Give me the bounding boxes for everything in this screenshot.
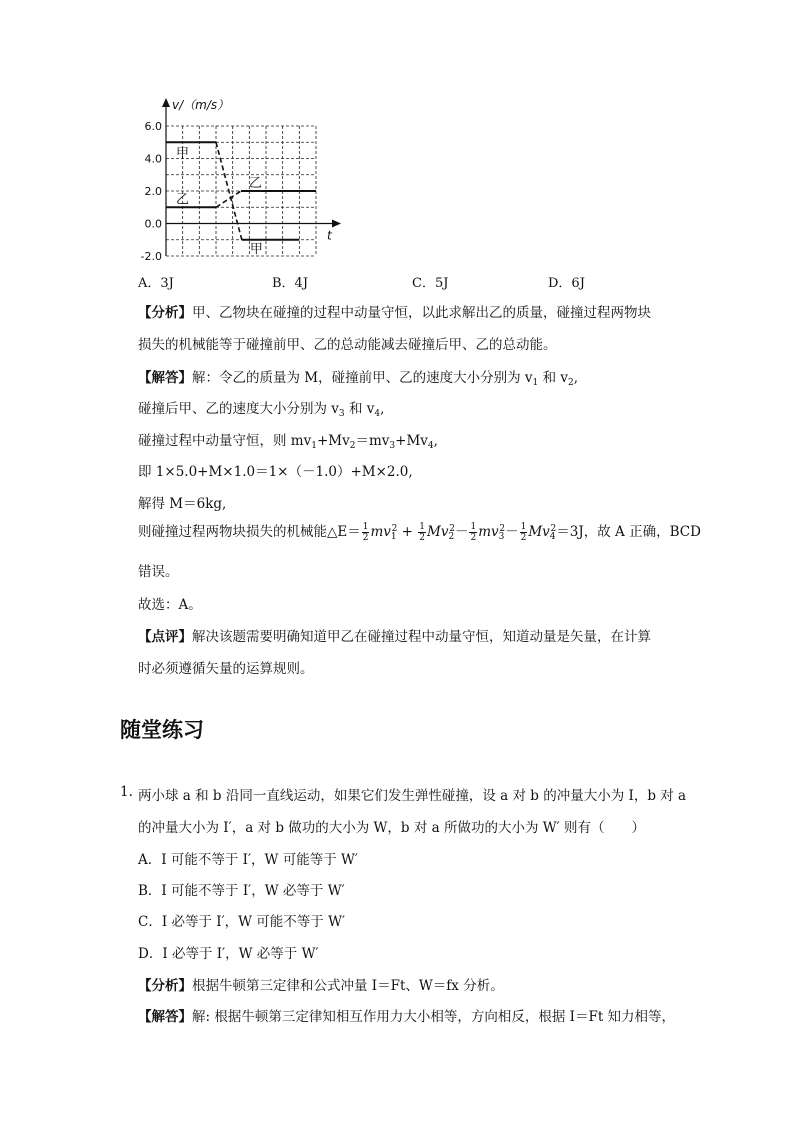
solution-line-4: 即 1×5.0+M×1.0＝1×（－1.0）+M×2.0, bbox=[138, 464, 413, 480]
chart-labels bbox=[172, 98, 333, 257]
y-axis-label: v/（m/s） bbox=[172, 98, 230, 112]
series-乙-transition bbox=[216, 191, 241, 207]
question-1-number: 1. bbox=[120, 784, 133, 800]
comment-line-2: 时必须遵循矢量的运算规则。 bbox=[138, 661, 314, 677]
option-c: C．5J bbox=[412, 276, 449, 291]
analysis-line-1: 【分析】甲、乙物块在碰撞的过程中动量守恒，以此求解出乙的质量，碰撞过程两物块 bbox=[138, 305, 651, 321]
y-tick-label: 6.0 bbox=[144, 120, 162, 133]
solution-answer: 故选：A。 bbox=[138, 597, 202, 613]
question-1-line-1: 两小球 a 和 b 沿同一直线运动，如果它们发生弹性碰撞，设 a 对 b 的冲量大小为 I，b 对 a bbox=[138, 788, 687, 804]
analysis-line-2: 损失的机械能等于碰撞前甲、乙的总动能减去碰撞后甲、乙的总动能。 bbox=[138, 337, 557, 353]
y-tick-label: 4.0 bbox=[144, 152, 162, 166]
y-tick-label: -2.0 bbox=[140, 250, 162, 263]
series-label-乙-before: 乙 bbox=[176, 192, 190, 208]
series-label-甲-before: 甲 bbox=[176, 146, 190, 162]
option-d: D．6J bbox=[548, 276, 585, 291]
x-axis-label: t bbox=[327, 228, 332, 243]
y-tick-label: 2.0 bbox=[144, 185, 162, 198]
comment-line-1: 【点评】解决该题需要明确知道甲乙在碰撞过程中动量守恒，知道动量是矢量，在计算 bbox=[138, 629, 651, 645]
solution-label: 【解答】 bbox=[138, 370, 192, 386]
question-1-analysis: 【分析】根据牛顿第三定律和公式冲量 I＝Ft、W＝fx 分析。 bbox=[138, 978, 504, 994]
energy-formula: $\frac{1}{2}$ $mv_1^2$ + $\frac{1}{2}$ $Mv_2^2-$ $\frac{1}{2}$ $mv_3^2-$ $\frac{1}{2}$ $Mv_4^2$ bbox=[362, 522, 557, 543]
analysis-label: 【分析】 bbox=[138, 305, 192, 321]
option-a: A．3J bbox=[138, 276, 174, 291]
chart-tick-labels bbox=[141, 120, 162, 263]
question-1-solution: 【解答】解: 根据牛顿第三定律知相互作用力大小相等，方向相反，根据 I＝Ft 知力相等， bbox=[138, 1009, 676, 1025]
x-axis-arrow bbox=[332, 220, 341, 228]
question-1-line-2: 的冲量大小为 I′，a 对 b 做功的大小为 W，b 对 a 所做功的大小为 W′ 则有（ ） bbox=[138, 820, 646, 836]
velocity-time-chart bbox=[130, 92, 360, 270]
question-1-option-b: B．I 可能不等于 I′，W 必等于 W′ bbox=[138, 883, 345, 899]
series-label-甲-after: 甲 bbox=[249, 241, 263, 257]
solution-line-1: 【解答】解：令乙的质量为 M，碰撞前甲、乙的速度大小分别为 $v_1$ 和 $v_2$, bbox=[138, 370, 579, 388]
option-b: B．4J bbox=[272, 276, 309, 291]
comment-label: 【点评】 bbox=[138, 629, 192, 645]
section-title: 随堂练习 bbox=[120, 718, 204, 742]
solution-line-2: 碰撞后甲、乙的速度大小分别为 $v_3$ 和 $v_4$, bbox=[138, 401, 385, 419]
solution-line-7: 错误。 bbox=[138, 564, 179, 580]
question-1-option-c: C．I 必等于 I′，W 可能不等于 W′ bbox=[138, 914, 346, 930]
solution-line-3: 碰撞过程中动量守恒，则 $mv_1+Mv_2=mv_3+Mv_4$, bbox=[138, 433, 438, 451]
y-tick-label: 0.0 bbox=[144, 217, 162, 231]
series-label-乙-after: 乙 bbox=[249, 176, 263, 191]
y-axis-arrow bbox=[162, 98, 170, 107]
question-1-option-a: A．I 可能不等于 I′，W 可能等于 W′ bbox=[138, 852, 358, 868]
solution-line-6: 则碰撞过程两物块损失的机械能△E＝ $\frac{1}{2}$ $mv_1^2$ + $\frac{1}{2}$ $Mv_2^2-$ $\frac{1}{2}$ $mv_3^2-$ $\frac{1}{2}$ $Mv_4^2=3J$，故 A 正确，BCD bbox=[138, 522, 701, 543]
solution-line-5: 解得 M＝6kg, bbox=[138, 496, 227, 512]
question-1-option-d: D．I 必等于 I′，W 必等于 W′ bbox=[138, 946, 319, 962]
